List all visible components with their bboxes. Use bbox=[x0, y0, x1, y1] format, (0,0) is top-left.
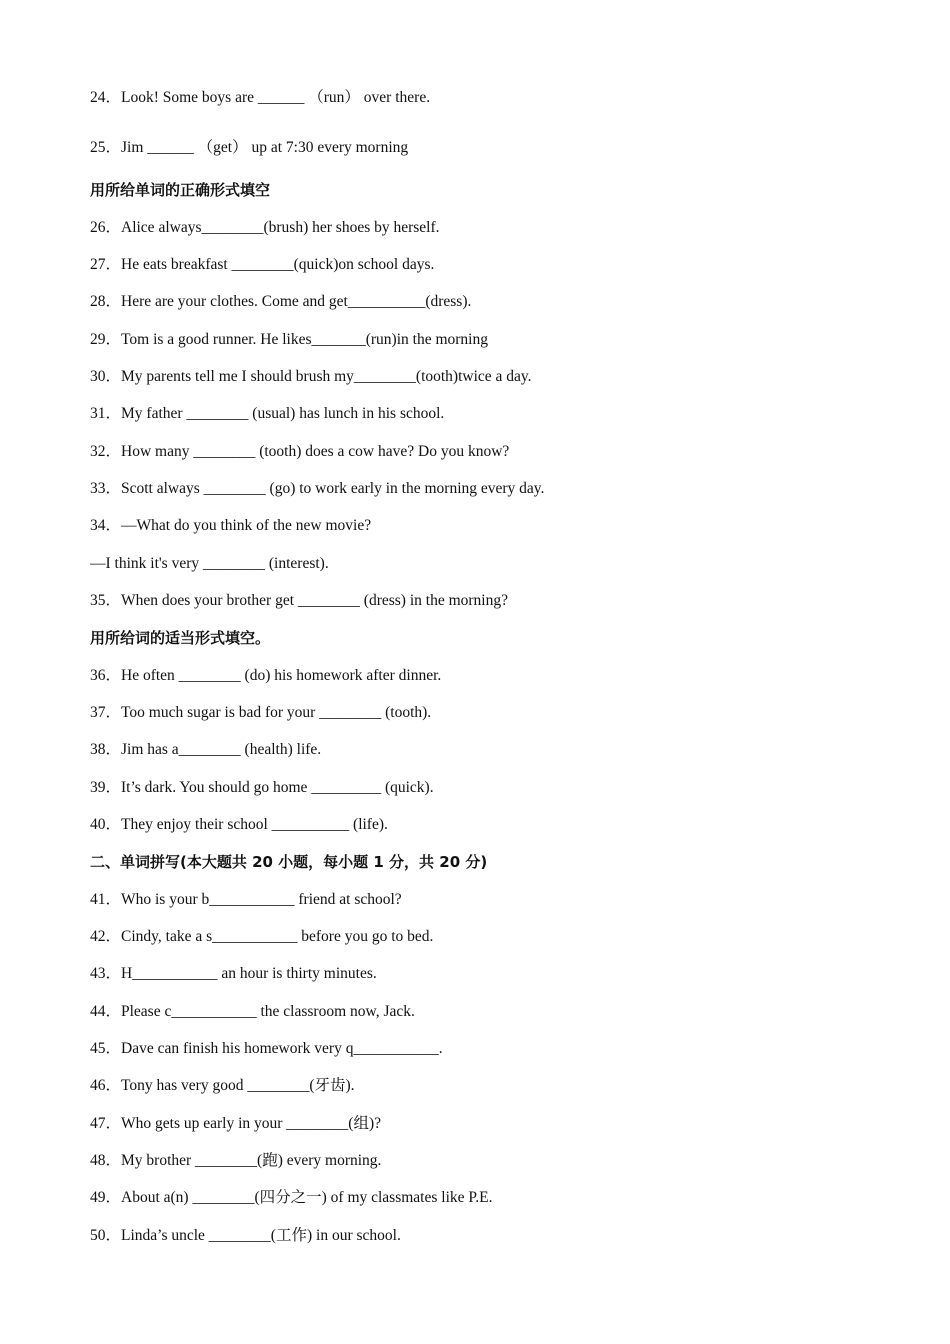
question-37: 37．Too much sugar is bad for your ________ (tooth). bbox=[90, 704, 432, 721]
question-42: 42．Cindy, take a s___________ before you go to bed. bbox=[90, 928, 434, 945]
question-25: 25．Jim ______ （get） up at 7:30 every morning bbox=[90, 139, 409, 156]
question-34: 34．—What do you think of the new movie? bbox=[90, 517, 372, 534]
section-heading-1: 用所给单词的正确形式填空 bbox=[90, 181, 271, 199]
question-33: 33．Scott always ________ (go) to work early in the morning every day. bbox=[90, 480, 545, 497]
question-30: 30．My parents tell me I should brush my________(tooth)twice a day. bbox=[90, 368, 532, 385]
question-38: 38．Jim has a________ (health) life. bbox=[90, 741, 322, 758]
question-50: 50．Linda’s uncle ________(工作) in our school. bbox=[90, 1227, 401, 1244]
question-40: 40．They enjoy their school __________ (life). bbox=[90, 816, 388, 833]
question-49: 49．About a(n) ________(四分之一) of my classmates like P.E. bbox=[90, 1189, 493, 1206]
section-heading-2: 用所给词的适当形式填空。 bbox=[90, 629, 271, 647]
question-47: 47．Who gets up early in your ________(组)? bbox=[90, 1115, 381, 1132]
question-34-answer: —I think it's very ________ (interest). bbox=[90, 555, 329, 572]
question-39: 39．It’s dark. You should go home _________ (quick). bbox=[90, 779, 434, 796]
question-41: 41．Who is your b___________ friend at school? bbox=[90, 891, 402, 908]
question-45: 45．Dave can finish his homework very q___________. bbox=[90, 1040, 443, 1057]
question-26: 26．Alice always________(brush) her shoes by herself. bbox=[90, 219, 440, 236]
question-32: 32．How many ________ (tooth) does a cow have? Do you know? bbox=[90, 443, 510, 460]
section-heading-3: 二、单词拼写(本大题共 20 小题，每小题 1 分，共 20 分) bbox=[90, 853, 488, 871]
question-29: 29．Tom is a good runner. He likes_______(run)in the morning bbox=[90, 331, 488, 348]
question-48: 48．My brother ________(跑) every morning. bbox=[90, 1152, 382, 1169]
question-44: 44．Please c___________ the classroom now, Jack. bbox=[90, 1003, 415, 1020]
question-24: 24．Look! Some boys are ______ （run） over there. bbox=[90, 89, 431, 106]
question-36: 36．He often ________ (do) his homework after dinner. bbox=[90, 667, 442, 684]
question-43: 43．H___________ an hour is thirty minutes. bbox=[90, 965, 377, 982]
question-46: 46．Tony has very good ________(牙齿). bbox=[90, 1077, 355, 1094]
question-31: 31．My father ________ (usual) has lunch in his school. bbox=[90, 405, 445, 422]
question-27: 27．He eats breakfast ________(quick)on school days. bbox=[90, 256, 435, 273]
question-28: 28．Here are your clothes. Come and get__________(dress). bbox=[90, 293, 472, 310]
question-35: 35．When does your brother get ________ (dress) in the morning? bbox=[90, 592, 508, 609]
